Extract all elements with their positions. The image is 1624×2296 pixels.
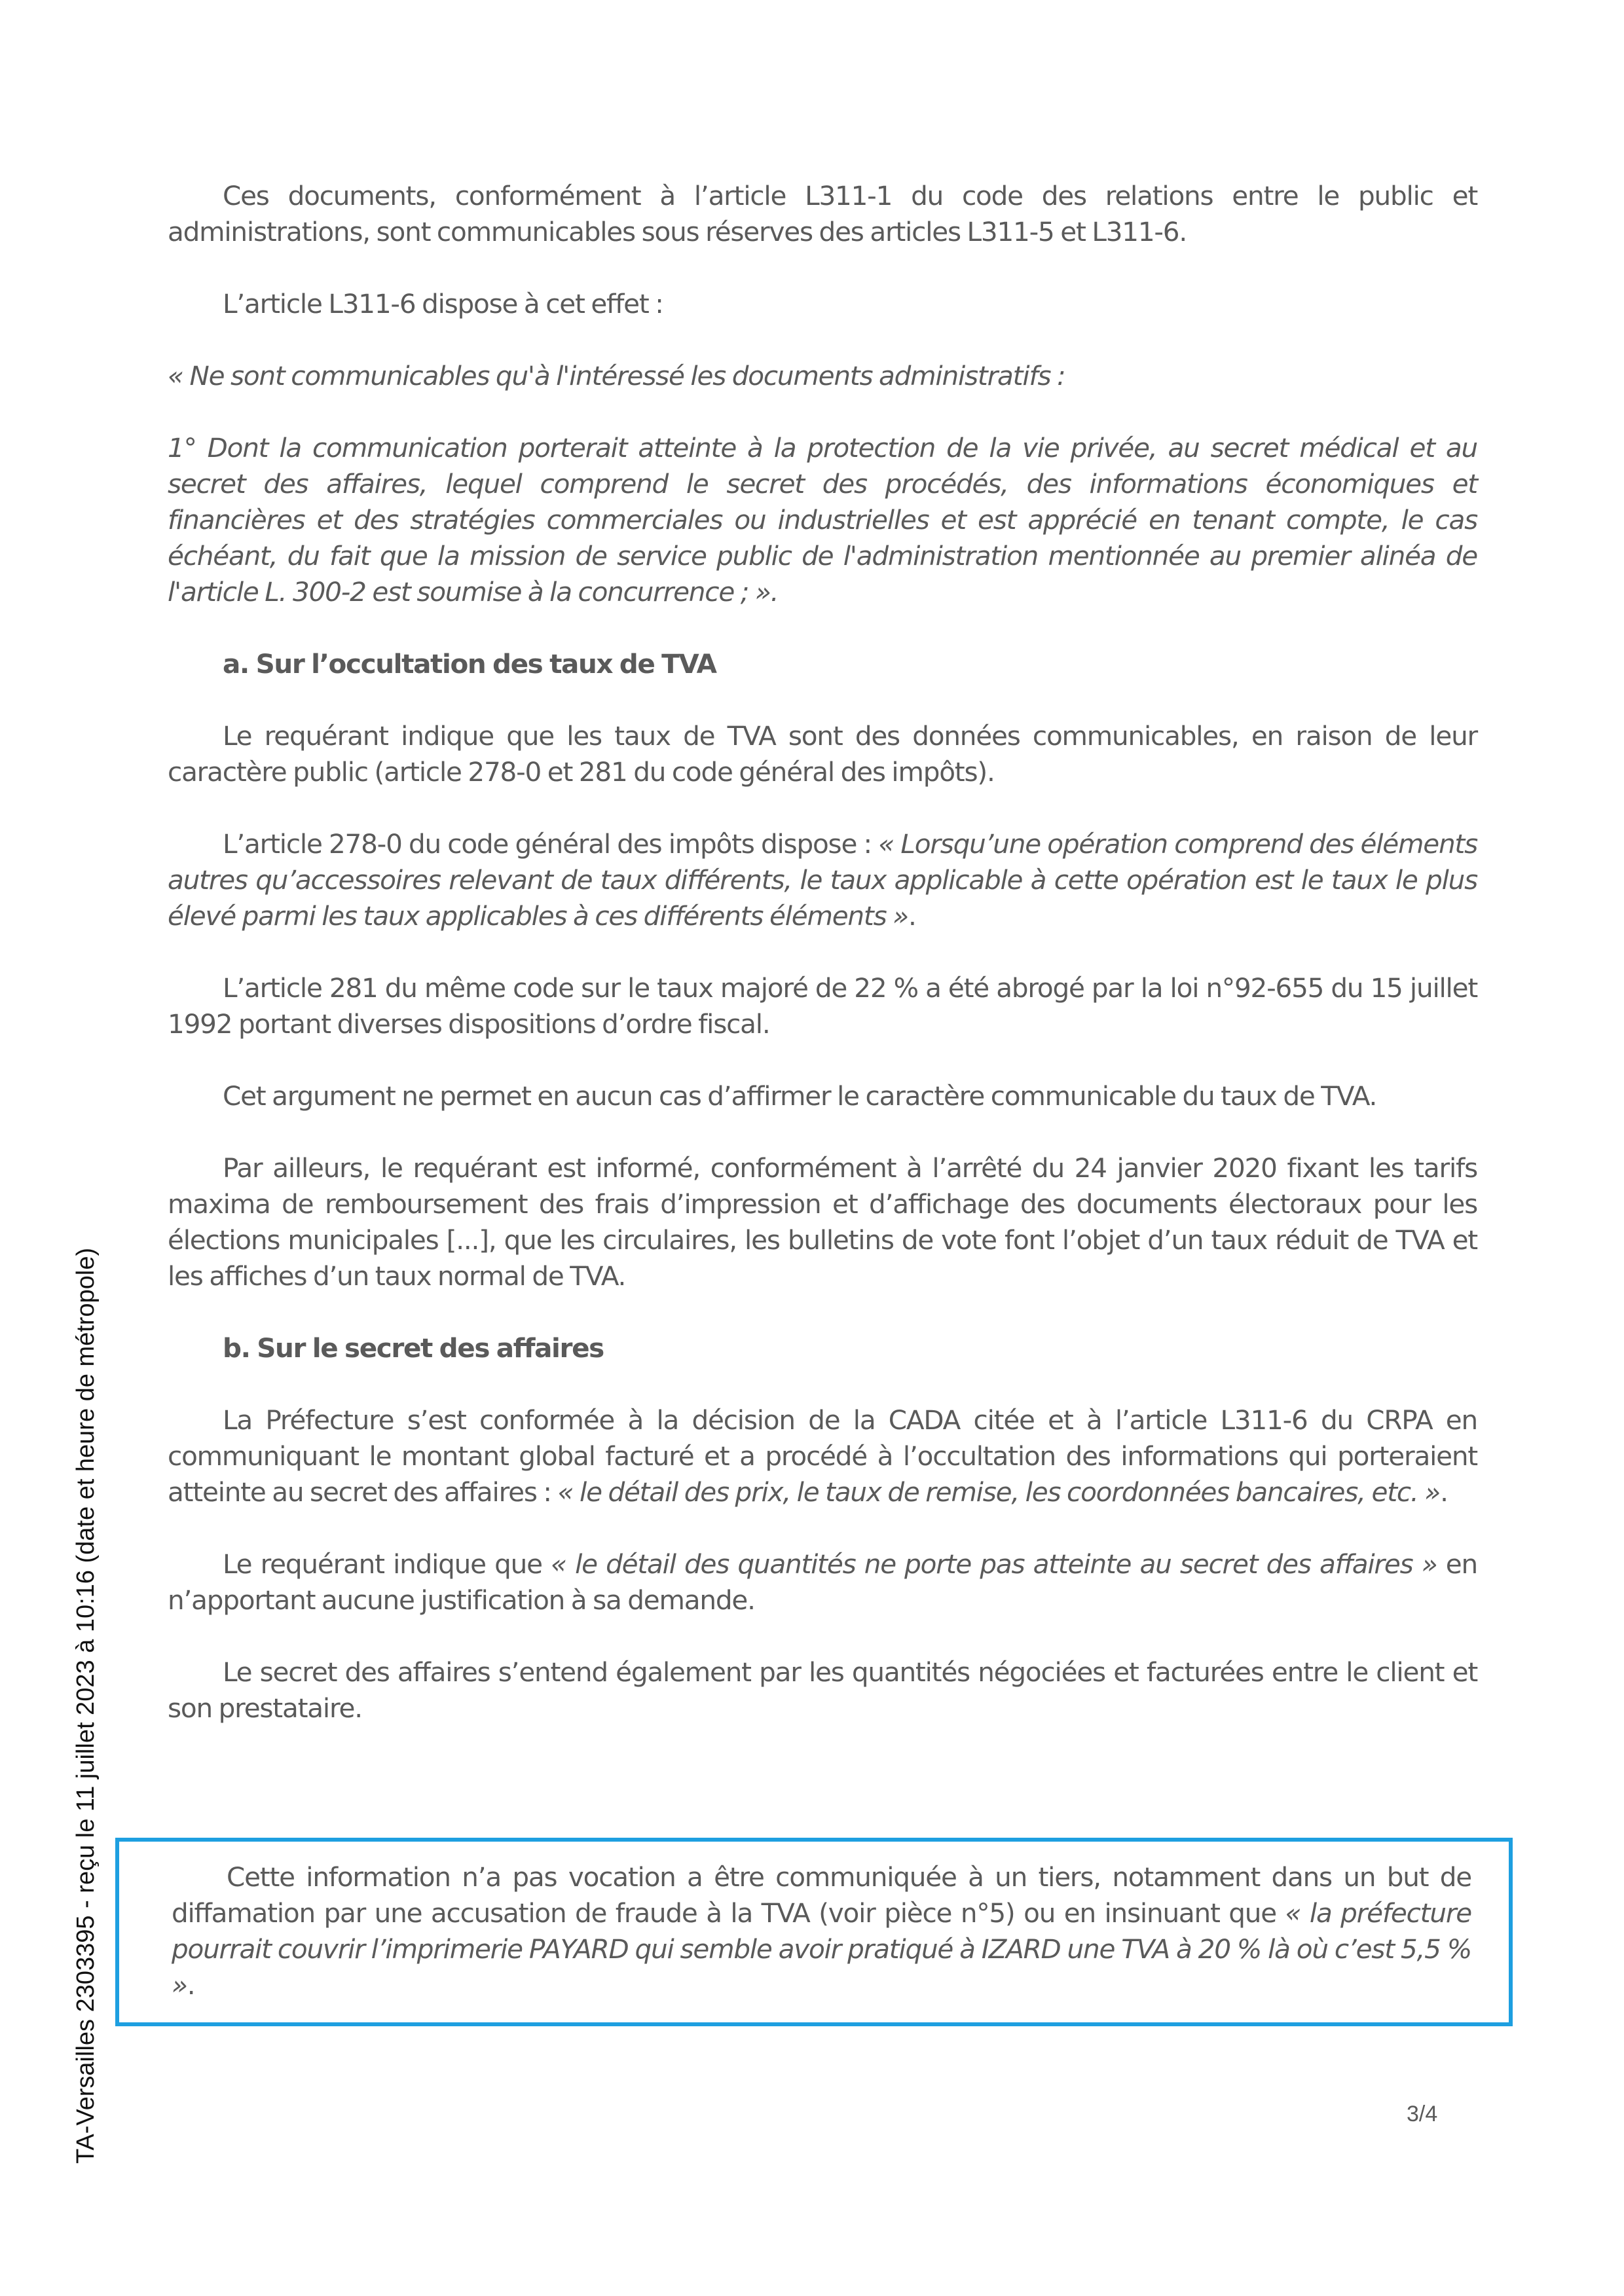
highlighted-paragraph-quote: « la préfecture pourrait couvrir l’imprimerie PAYARD qui semble avoir pratiqué à IZARD une TVA à 20 % là où c’est 5,5 % » — [172, 1897, 1471, 2001]
section-b-paragraph-2-quote: « le détail des quantités ne porte pas atteinte au secret des affaires » — [551, 1548, 1437, 1580]
legal-quote-lead: « Ne sont communicables qu'à l'intéressé les documents administratifs : — [168, 360, 1065, 392]
section-a-paragraph-5: Par ailleurs, le requérant est informé, conformément à l’arrêté du 24 janvier 2020 fixant les tarifs maxima de remboursement des frais d’impression et d’affichage des documents électoraux pour les élections municipales [...], que les circulaires, les bulletins de vote font l’objet d’un taux réduit de TVA et les affiches d’un taux normal de TVA. — [168, 1152, 1477, 1292]
section-b-heading: b. Sur le secret des affaires — [223, 1332, 604, 1364]
section-b-paragraph-1-quote: « le détail des prix, le taux de remise, les coordonnées bancaires, etc. » — [557, 1476, 1441, 1508]
section-a-paragraph-2-end: . — [908, 900, 916, 932]
section-b-paragraph-2-end: en n’apportant aucune justification à sa demande. — [168, 1548, 1477, 1616]
court-reception-stamp: TA-Versailles 2303395 - reçu le 11 juillet 2023 à 10:16 (date et heure de métropole) — [72, 1247, 100, 2164]
section-b-paragraph-3: Le secret des affaires s’entend également par les quantités négociées et facturées entre le client et son prestataire. — [168, 1656, 1477, 1724]
section-a-paragraph-1: Le requérant indique que les taux de TVA sont des données communicables, en raison de leur caractère public (article 278-0 et 281 du code général des impôts). — [168, 720, 1477, 788]
highlighted-paragraph-lead: Cette information n’a pas vocation a être communiquée à un tiers, notamment dans un but de diffamation par une accusation de fraude à la TVA (voir pièce n°5) ou en insinuant que — [172, 1861, 1471, 1929]
intro-paragraph-1: Ces documents, conformément à l’article L311-1 du code des relations entre le public et administrations, sont communicables sous réserves des articles L311-5 et L311-6. — [168, 180, 1477, 247]
section-a-paragraph-4: Cet argument ne permet en aucun cas d’affirmer le caractère communicable du taux de TVA. — [223, 1080, 1377, 1112]
section-a-paragraph-2-quote: « Lorsqu’une opération comprend des éléments autres qu’accessoires relevant de taux différents, le taux applicable à cette opération est le taux le plus élevé parmi les taux applicables à ces différents éléments » — [168, 828, 1478, 932]
section-a-heading: a. Sur l’occultation des taux de TVA — [223, 648, 716, 680]
legal-quote-item: 1° Dont la communication porterait atteinte à la protection de la vie privée, au secret médical et au secret des affaires, lequel comprend le secret des procédés, des informations économiques et financières et des stratégies commerciales ou industrielles et est apprécié en tenant compte, le cas échéant, du fait que la mission de service public de l'administration mentionnée au premier alinéa de l'article L. 300-2 est soumise à la concurrence ; ». — [168, 432, 1477, 608]
section-b-paragraph-2 — [168, 1546, 1477, 1618]
section-b-paragraph-1 — [168, 1402, 1477, 1510]
page-number: 3/4 — [1407, 2102, 1438, 2126]
section-a-paragraph-3: L’article 281 du même code sur le taux majoré de 22 % a été abrogé par la loi n°92-655 du 15 juillet 1992 portant diverses dispositions d’ordre fiscal. — [168, 972, 1477, 1040]
highlighted-box — [115, 1838, 1513, 2026]
section-a-paragraph-2 — [168, 826, 1477, 934]
page-body — [168, 178, 1477, 1762]
highlighted-paragraph-end: . — [187, 1969, 195, 2001]
section-a-paragraph-2-lead: L’article 278-0 du code général des impôts dispose : — [223, 828, 879, 860]
section-b-paragraph-2-lead: Le requérant indique que — [223, 1548, 551, 1580]
section-b-paragraph-1-end: . — [1440, 1476, 1448, 1508]
intro-paragraph-2: L’article L311-6 dispose à cet effet : — [223, 288, 663, 319]
section-b-paragraph-1-lead: La Préfecture s’est conformée à la décision de la CADA citée et à l’article L311-6 du CRPA en communiquant le montant global facturé et a procédé à l’occultation des informations qui porteraient atteinte au secret des affaires : — [168, 1404, 1477, 1508]
highlighted-paragraph — [172, 1859, 1471, 2003]
